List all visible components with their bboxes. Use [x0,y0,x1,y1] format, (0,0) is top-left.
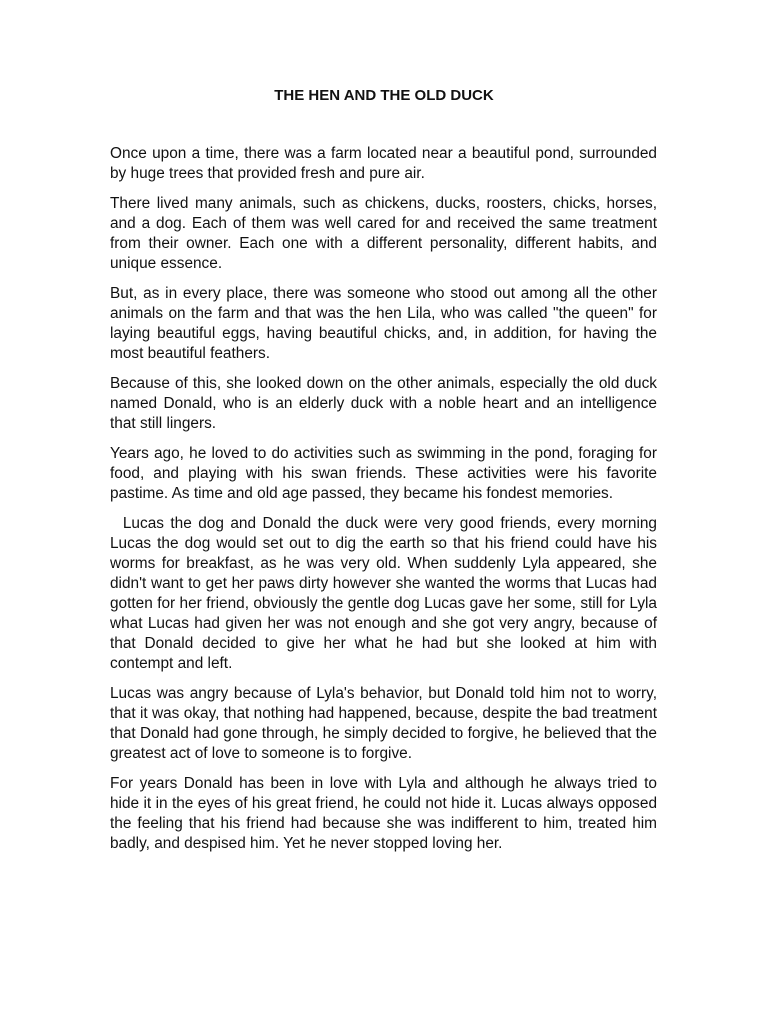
paragraph-2: There lived many animals, such as chickens, ducks, roosters, chicks, horses, and a dog. Each of them was well cared for and received the same treatment from their owner. Each one with a different personality, different habits, and unique essence. [110,195,662,272]
paragraph-3: But, as in every place, there was someone who stood out among all the other animals on the farm and that was the hen Lila, who was called "the queen" for laying beautiful eggs, having beautiful chicks, and, in addition, for having the most beautiful feathers. [110,285,662,362]
paragraph-4: Because of this, she looked down on the other animals, especially the old duck named Donald, who is an elderly duck with a noble heart and an intelligence that still lingers. [110,375,662,432]
paragraph-6: Lucas the dog and Donald the duck were very good friends, every morning Lucas the dog would set out to dig the earth so that his friend could have his worms for breakfast, as he was very old. When suddenly Lyla appeared, she didn't want to get her paws dirty however she wanted the worms that Lucas had gotten for her friend, obviously the gentle dog Lucas gave her some, still for Lyla what Lucas had given her was not enough and she got very angry, because of that Donald decided to give her what he had but she looked at him with contempt and left. [110,515,662,672]
paragraph-1: Once upon a time, there was a farm located near a beautiful pond, surrounded by huge trees that provided fresh and pure air. [110,145,662,182]
document-title: THE HEN AND THE OLD DUCK [274,87,494,104]
paragraph-8: For years Donald has been in love with Lyla and although he always tried to hide it in the eyes of his great friend, he could not hide it. Lucas always opposed the feeling that his friend had because she was indifferent to him, treated him badly, and despised him. Yet he never stopped loving her. [110,775,662,852]
document-body [110,144,662,864]
paragraph-5: Years ago, he loved to do activities such as swimming in the pond, foraging for food, and playing with his swan friends. These activities were his favorite pastime. As time and old age passed, they became his fondest memories. [110,445,662,502]
paragraph-7: Lucas was angry because of Lyla's behavior, but Donald told him not to worry, that it was okay, that nothing had happened, because, despite the bad treatment that Donald had gone through, he simply decided to forgive, he believed that the greatest act of love to someone is to forgive. [110,685,662,762]
